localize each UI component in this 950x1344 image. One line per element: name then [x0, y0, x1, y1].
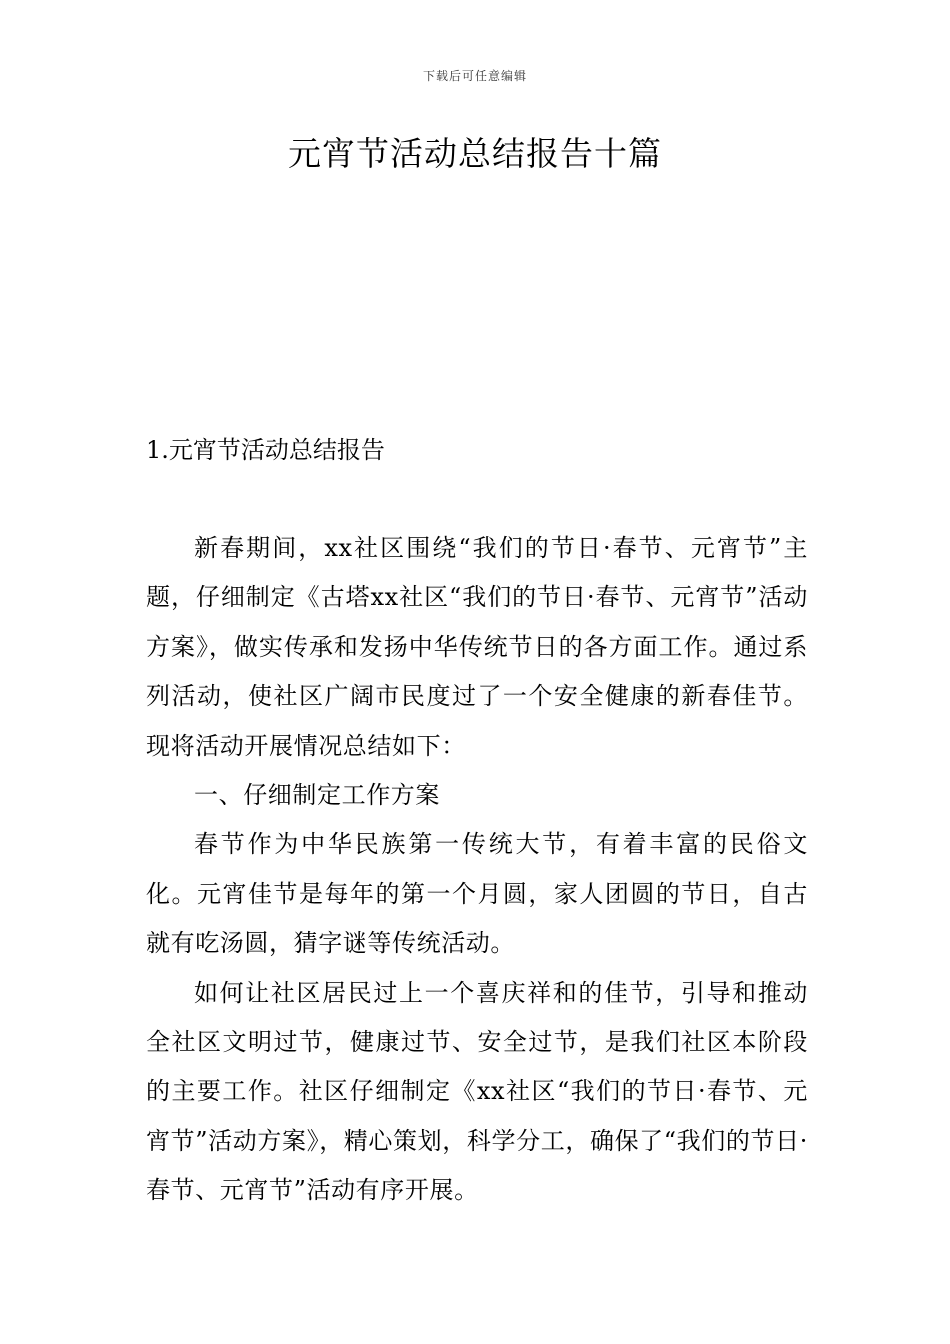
header-note: 下载后可任意编辑 — [422, 69, 527, 83]
section-heading: 1.元宵节活动总结报告 — [146, 436, 385, 464]
body-text — [146, 524, 808, 1216]
paragraph-intro: 新春期间，xx社区围绕“我们的节日·春节、元宵节”主题，仔细制定《古塔xx社区“我们的节日·春节、元宵节”活动方案》，做实传承和发扬中华传统节日的各方面工作。通过系列活动，使社区广阔市民度过了一个安全健康的新春佳节。现将活动开展情况总结如下： — [146, 534, 808, 760]
paragraph-plan: 如何让社区居民过上一个喜庆祥和的佳节，引导和推动全社区文明过节，健康过节、安全过节，是我们社区本阶段的主要工作。社区仔细制定《xx社区“我们的节日·春节、元宵节”活动方案》，精心策划，科学分工，确保了“我们的节日·春节、元宵节”活动有序开展。 — [146, 978, 808, 1205]
document-title: 元宵节活动总结报告十篇 — [288, 134, 662, 173]
paragraph-subheading: 一、仔细制定工作方案 — [194, 781, 440, 810]
paragraph-spring-festival: 春节作为中华民族第一传统大节，有着丰富的民俗文化。元宵佳节是每年的第一个月圆，家人团圆的节日，自古就有吃汤圆，猜字谜等传统活动。 — [146, 830, 808, 958]
